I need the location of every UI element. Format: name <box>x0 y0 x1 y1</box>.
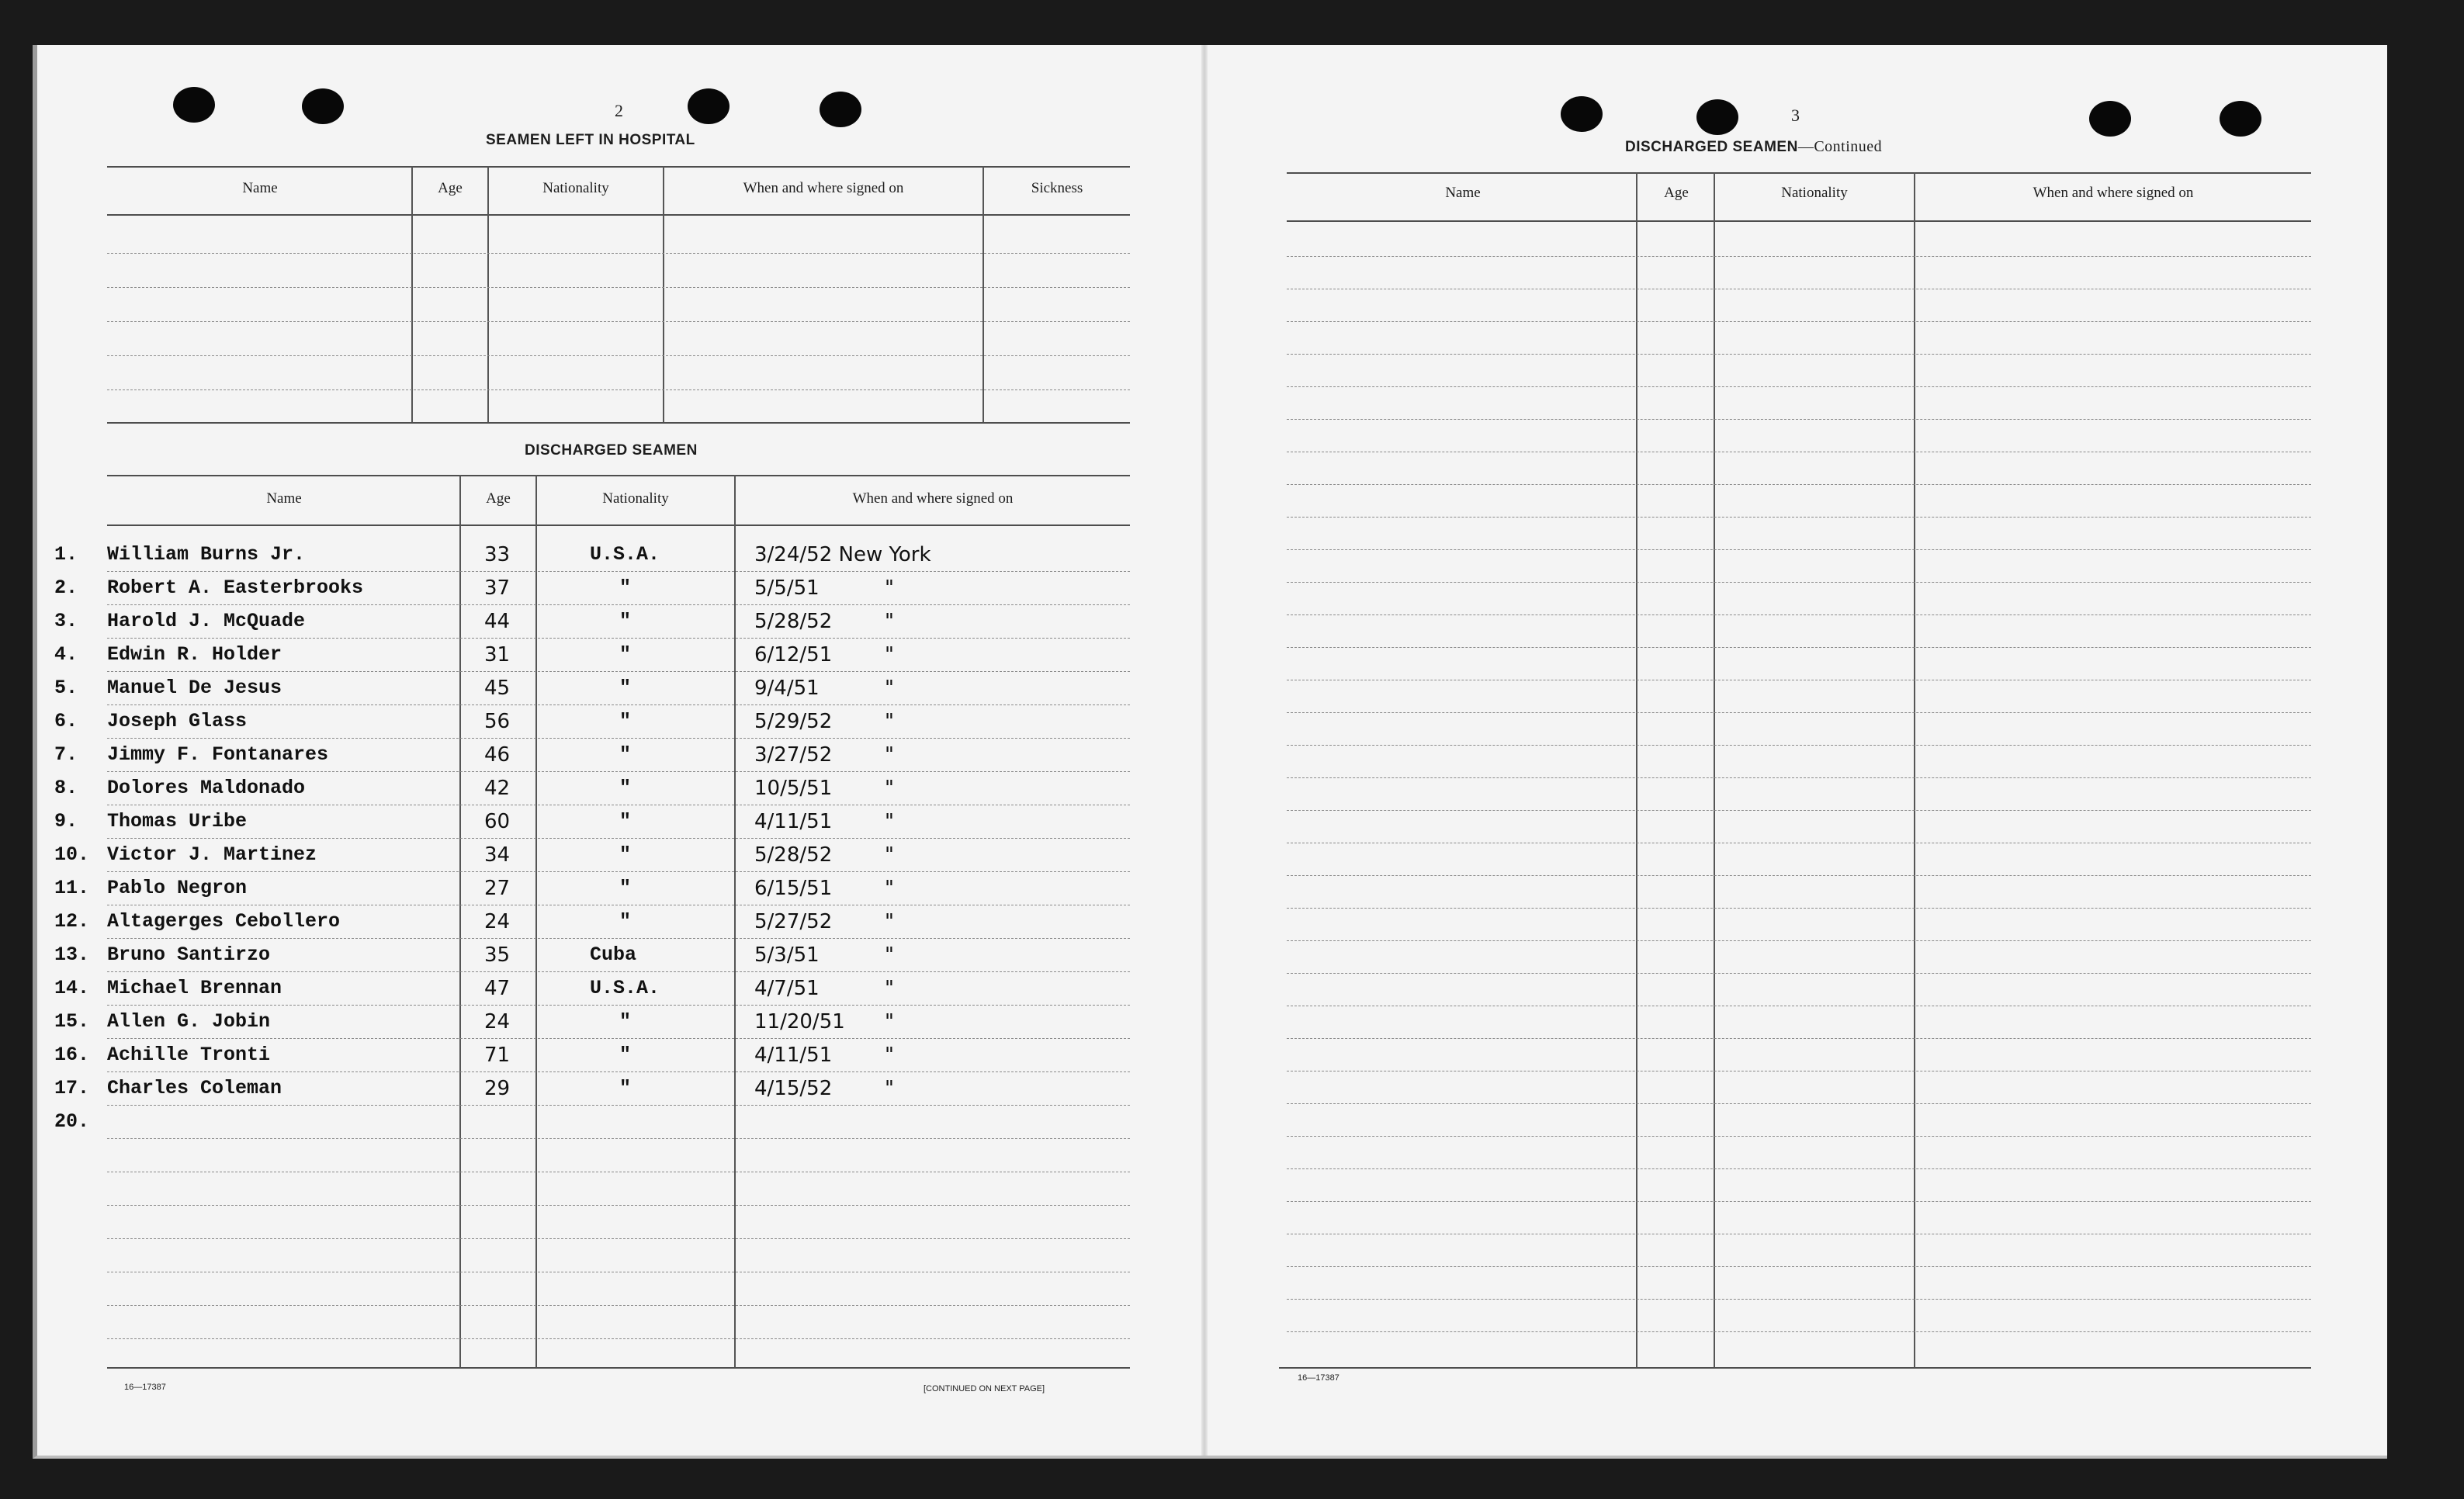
discharged-row-line <box>107 1338 1130 1339</box>
hospital-col-divider <box>982 166 984 422</box>
discharged-col-age: Age <box>486 490 511 507</box>
seaman-nationality: " <box>619 910 632 933</box>
signed-on-date: 6/12/51 <box>754 643 833 666</box>
signed-on-ditto: " <box>885 1010 894 1033</box>
seaman-age: 33 <box>484 543 511 566</box>
right-row-line <box>1287 777 2311 778</box>
seaman-name: Manuel De Jesus <box>107 677 282 699</box>
hospital-col-divider <box>411 166 413 422</box>
seaman-name: Victor J. Martinez <box>107 843 317 866</box>
seaman-name: Charles Coleman <box>107 1077 282 1099</box>
seaman-name: Jimmy F. Fontanares <box>107 743 329 766</box>
seaman-age: 31 <box>484 643 511 666</box>
right-row-line <box>1287 1201 2311 1202</box>
hospital-col-divider <box>663 166 664 422</box>
right-col-divider <box>1714 172 1715 1367</box>
punch-hole <box>688 88 729 124</box>
discharged-header-bottom <box>107 524 1130 526</box>
right-row-line <box>1287 940 2311 941</box>
seaman-age: 45 <box>484 677 511 700</box>
row-number: 16. <box>54 1044 90 1066</box>
row-number: 11. <box>54 877 90 899</box>
right-row-line <box>1287 484 2311 485</box>
row-number: 3. <box>54 610 78 632</box>
form-number-right: 16—17387 <box>1298 1373 1339 1383</box>
right-row-line <box>1287 875 2311 876</box>
signed-on-ditto: " <box>885 977 894 1000</box>
signed-on-ditto: " <box>885 643 894 666</box>
right-row-line <box>1287 1136 2311 1137</box>
seaman-name: William Burns Jr. <box>107 543 306 566</box>
seaman-name: Edwin R. Holder <box>107 643 282 666</box>
right-row-line <box>1287 614 2311 615</box>
right-row-line <box>1287 1168 2311 1169</box>
seaman-nationality: " <box>619 710 632 732</box>
seaman-age: 24 <box>484 1010 511 1033</box>
discharged-table-bottom <box>107 1367 1130 1369</box>
seaman-name: Altagerges Cebollero <box>107 910 341 933</box>
right-col-name: Name <box>1445 185 1481 201</box>
right-row-line <box>1287 712 2311 713</box>
seaman-age: 47 <box>484 977 511 1000</box>
row-number: 8. <box>54 777 78 799</box>
discharged-row-line <box>107 1305 1130 1306</box>
row-number: 4. <box>54 643 78 666</box>
signed-on-ditto: " <box>885 877 894 900</box>
discharged-row-line <box>107 971 1130 972</box>
discharged-row-line <box>107 604 1130 605</box>
hospital-col-signed-on: When and where signed on <box>743 180 904 196</box>
signed-on-date: 4/7/51 <box>754 977 820 1000</box>
hospital-col-sickness: Sickness <box>1031 180 1083 196</box>
signed-on-ditto: " <box>885 1077 894 1100</box>
form-number-left: 16—17387 <box>124 1383 166 1392</box>
discharged-row-line <box>107 704 1130 705</box>
hospital-row-line <box>107 355 1130 356</box>
right-row-line <box>1287 256 2311 257</box>
discharged-col-divider <box>535 475 537 1367</box>
signed-on-date: 5/28/52 <box>754 610 833 633</box>
seaman-nationality: " <box>619 810 632 833</box>
row-number: 1. <box>54 543 78 566</box>
right-col-divider <box>1636 172 1637 1367</box>
right-row-line <box>1287 582 2311 583</box>
discharged-col-divider <box>734 475 736 1367</box>
signed-on-date: 5/27/52 <box>754 910 833 933</box>
right-row-line <box>1287 1266 2311 1267</box>
right-row-line <box>1287 810 2311 811</box>
continued-note: [CONTINUED ON NEXT PAGE] <box>924 1384 1045 1393</box>
hospital-row-line <box>107 253 1130 254</box>
punch-hole <box>302 88 344 124</box>
signed-on-date: 3/24/52 New York <box>754 543 931 566</box>
hospital-header-bottom <box>107 214 1130 216</box>
hospital-row-line <box>107 321 1130 322</box>
signed-on-ditto: " <box>885 576 894 600</box>
continued-section-title <box>1625 138 1882 156</box>
row-number: 15. <box>54 1010 90 1033</box>
discharged-col-signed-on: When and where signed on <box>852 490 1014 507</box>
right-col-divider <box>1914 172 1915 1367</box>
discharged-row-line <box>107 738 1130 739</box>
discharged-row-line <box>107 1205 1130 1206</box>
discharged-col-divider <box>459 475 461 1367</box>
seaman-age: 37 <box>484 576 511 600</box>
right-row-line <box>1287 517 2311 518</box>
seaman-nationality: " <box>619 1044 632 1066</box>
discharged-header-top <box>107 475 1130 476</box>
discharged-row-line <box>107 1038 1130 1039</box>
signed-on-date: 5/3/51 <box>754 943 820 967</box>
right-header-top <box>1287 172 2311 174</box>
seaman-name: Joseph Glass <box>107 710 248 732</box>
signed-on-ditto: " <box>885 777 894 800</box>
seaman-nationality: U.S.A. <box>590 977 660 999</box>
right-row-line <box>1287 1038 2311 1039</box>
seaman-name: Robert A. Easterbrooks <box>107 576 364 599</box>
right-header-bottom <box>1287 220 2311 222</box>
hospital-header-top <box>107 166 1130 168</box>
row-number: 17. <box>54 1077 90 1099</box>
discharged-section-title: DISCHARGED SEAMEN <box>525 442 698 459</box>
hospital-table-bottom <box>107 422 1130 424</box>
hospital-col-age: Age <box>438 180 463 196</box>
seaman-age: 42 <box>484 777 511 800</box>
row-number: 5. <box>54 677 78 699</box>
page-number-left: 2 <box>615 101 623 120</box>
discharged-col-name: Name <box>266 490 302 507</box>
seaman-nationality: " <box>619 1010 632 1033</box>
seaman-age: 24 <box>484 910 511 933</box>
discharged-row-line <box>107 671 1130 672</box>
signed-on-ditto: " <box>885 610 894 633</box>
discharged-row-line <box>107 871 1130 872</box>
signed-on-ditto: " <box>885 1044 894 1067</box>
row-number: 12. <box>54 910 90 933</box>
row-number: 7. <box>54 743 78 766</box>
signed-on-date: 4/15/52 <box>754 1077 833 1100</box>
signed-on-date: 3/27/52 <box>754 743 833 767</box>
page-fold <box>1201 45 1208 1456</box>
punch-hole <box>1561 96 1603 132</box>
signed-on-date: 5/28/52 <box>754 843 833 867</box>
seaman-name: Allen G. Jobin <box>107 1010 271 1033</box>
right-row-line <box>1287 419 2311 420</box>
right-row-line <box>1287 386 2311 387</box>
seaman-age: 29 <box>484 1077 511 1100</box>
discharged-row-line <box>107 1138 1130 1139</box>
page-number-right: 3 <box>1791 106 1800 125</box>
punch-hole <box>1696 99 1738 135</box>
right-col-age: Age <box>1664 185 1689 201</box>
punch-hole <box>820 92 861 127</box>
row-number: 20. <box>54 1110 90 1133</box>
signed-on-ditto: " <box>885 943 894 967</box>
right-row-line <box>1287 1331 2311 1332</box>
seaman-name: Achille Tronti <box>107 1044 271 1066</box>
punch-hole <box>2089 101 2131 137</box>
seaman-nationality: " <box>619 843 632 866</box>
signed-on-ditto: " <box>885 810 894 833</box>
right-row-line <box>1287 647 2311 648</box>
seaman-age: 34 <box>484 843 511 867</box>
row-number: 9. <box>54 810 78 833</box>
right-row-line <box>1287 908 2311 909</box>
seaman-name: Michael Brennan <box>107 977 282 999</box>
seaman-nationality: " <box>619 643 632 666</box>
discharged-row-line <box>107 1238 1130 1239</box>
signed-on-date: 4/11/51 <box>754 1044 833 1067</box>
signed-on-date: 4/11/51 <box>754 810 833 833</box>
right-row-line <box>1287 549 2311 550</box>
row-number: 13. <box>54 943 90 966</box>
seaman-nationality: " <box>619 743 632 766</box>
hospital-row-line <box>107 389 1130 390</box>
right-row-line <box>1287 745 2311 746</box>
seaman-age: 27 <box>484 877 511 900</box>
seaman-name: Bruno Santirzo <box>107 943 271 966</box>
continued-section-title-main: DISCHARGED SEAMEN <box>1625 139 1798 155</box>
hospital-col-name: Name <box>242 180 278 196</box>
right-row-line <box>1287 973 2311 974</box>
seaman-nationality: U.S.A. <box>590 543 660 566</box>
signed-on-ditto: " <box>885 910 894 933</box>
signed-on-ditto: " <box>885 843 894 867</box>
seaman-age: 71 <box>484 1044 511 1067</box>
seaman-nationality: " <box>619 777 632 799</box>
right-col-signed-on: When and where signed on <box>2033 185 2194 201</box>
discharged-row-line <box>107 1071 1130 1072</box>
signed-on-ditto: " <box>885 677 894 700</box>
right-row-line <box>1287 1103 2311 1104</box>
hospital-col-nationality: Nationality <box>542 180 609 196</box>
hospital-row-line <box>107 287 1130 288</box>
signed-on-ditto: " <box>885 743 894 767</box>
signed-on-date: 5/5/51 <box>754 576 820 600</box>
row-number: 6. <box>54 710 78 732</box>
right-row-line <box>1287 354 2311 355</box>
seaman-name: Harold J. McQuade <box>107 610 306 632</box>
continued-section-title-suffix: —Continued <box>1797 138 1883 155</box>
seaman-name: Dolores Maldonado <box>107 777 306 799</box>
discharged-row-line <box>107 838 1130 839</box>
discharged-row-line <box>107 771 1130 772</box>
seaman-name: Pablo Negron <box>107 877 248 899</box>
discharged-col-nationality: Nationality <box>602 490 669 507</box>
seaman-nationality: " <box>619 576 632 599</box>
signed-on-ditto: " <box>885 710 894 733</box>
signed-on-date: 6/15/51 <box>754 877 833 900</box>
seaman-nationality: " <box>619 1077 632 1099</box>
discharged-row-line <box>107 1005 1130 1006</box>
seaman-nationality: Cuba <box>590 943 637 966</box>
seaman-age: 46 <box>484 743 511 767</box>
seaman-age: 60 <box>484 810 511 833</box>
discharged-row-line <box>107 638 1130 639</box>
seaman-nationality: " <box>619 610 632 632</box>
seaman-age: 35 <box>484 943 511 967</box>
row-number: 2. <box>54 576 78 599</box>
seaman-nationality: " <box>619 877 632 899</box>
signed-on-date: 9/4/51 <box>754 677 820 700</box>
document-sheet <box>33 45 2387 1459</box>
punch-hole <box>2220 101 2261 137</box>
right-row-line <box>1287 321 2311 322</box>
punch-hole <box>173 87 215 123</box>
seaman-age: 56 <box>484 710 511 733</box>
seaman-name: Thomas Uribe <box>107 810 248 833</box>
discharged-row-line <box>107 938 1130 939</box>
row-number: 14. <box>54 977 90 999</box>
row-number: 10. <box>54 843 90 866</box>
right-col-nationality: Nationality <box>1781 185 1848 201</box>
discharged-row-line <box>107 1105 1130 1106</box>
signed-on-date: 10/5/51 <box>754 777 833 800</box>
signed-on-date: 5/29/52 <box>754 710 833 733</box>
seaman-nationality: " <box>619 677 632 699</box>
hospital-section-title: SEAMEN LEFT IN HOSPITAL <box>486 132 695 148</box>
hospital-col-divider <box>487 166 489 422</box>
signed-on-date: 11/20/51 <box>754 1010 845 1033</box>
right-table-bottom <box>1279 1367 2311 1369</box>
seaman-age: 44 <box>484 610 511 633</box>
discharged-row-line <box>107 571 1130 572</box>
right-row-line <box>1287 1299 2311 1300</box>
